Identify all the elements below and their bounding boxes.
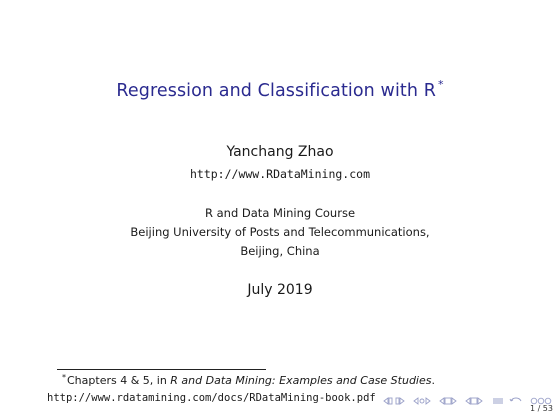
institution: Beijing University of Posts and Telecommunications,	[130, 225, 430, 239]
page-number: 1 / 53	[529, 404, 553, 413]
footnote	[62, 374, 435, 387]
author-url[interactable]: http://www.RDataMining.com	[189, 167, 370, 181]
footnote-period: .	[431, 374, 435, 387]
nav-frame-icon[interactable]	[466, 398, 482, 404]
author-name: Yanchang Zhao	[226, 144, 334, 160]
nav-section-icon[interactable]	[414, 398, 430, 404]
beamer-nav-bar	[380, 392, 560, 404]
nav-back-icon[interactable]	[510, 398, 521, 401]
nav-subsection-icon[interactable]	[440, 398, 456, 404]
nav-next-icon[interactable]	[396, 398, 404, 404]
footnote-mark: *	[62, 373, 66, 382]
footnote-text: Chapters 4 & 5, in	[67, 374, 171, 387]
course-name: R and Data Mining Course	[204, 206, 356, 220]
slide-title-text: Regression and Classification with R	[116, 80, 436, 101]
nav-prev-icon[interactable]	[384, 398, 392, 404]
footnote-url[interactable]: http://www.rdatamining.com/docs/RDataMining-book.pdf	[47, 392, 376, 404]
location: Beijing, China	[240, 244, 320, 258]
footnote-book-title: R and Data Mining: Examples and Case Studies	[170, 374, 432, 387]
slide-title	[0, 79, 560, 101]
footnote-divider	[57, 369, 266, 370]
nav-align-icon[interactable]	[493, 399, 503, 403]
search-icon[interactable]	[531, 398, 551, 404]
slide-date: July 2019	[247, 282, 313, 298]
title-footnote-mark: *	[437, 78, 444, 91]
